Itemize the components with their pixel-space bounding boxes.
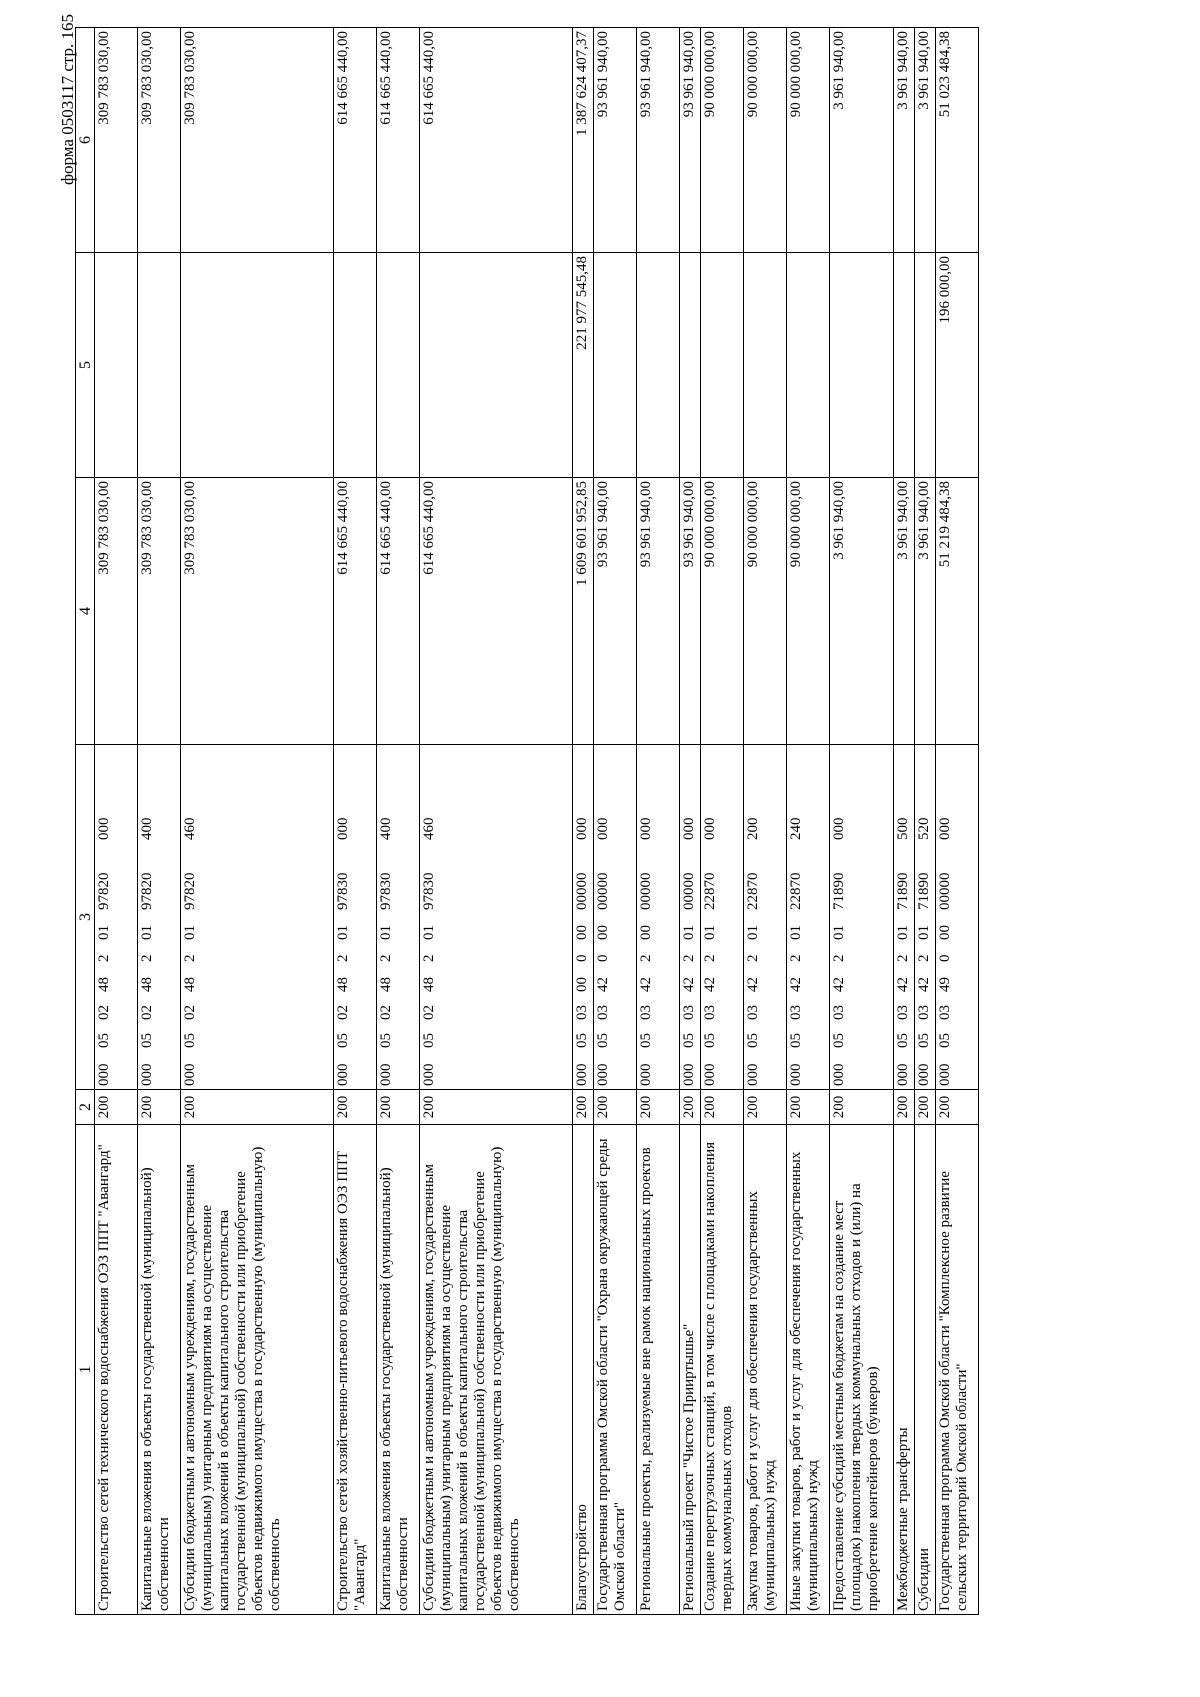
- budget-code-part: 01: [335, 925, 351, 940]
- row-name: Региональные проекты, реализуемые вне рамок национальных проектов: [637, 1125, 680, 1615]
- budget-code-part: 42: [681, 977, 697, 992]
- row-line-code: 200: [894, 1090, 915, 1125]
- row-budget-code: [637, 745, 680, 1090]
- budget-code-part: 01: [831, 925, 847, 940]
- budget-code-part: 2: [638, 954, 654, 962]
- row-unexecuted-amount: 309 783 030,00: [181, 28, 334, 253]
- budget-code-part: 05: [378, 1033, 394, 1048]
- row-line-code: 200: [420, 1090, 573, 1125]
- budget-code-part: 460: [421, 817, 437, 840]
- budget-code-part: 00000: [638, 872, 654, 910]
- row-executed-amount: [701, 253, 744, 478]
- row-line-code: 200: [680, 1090, 701, 1125]
- row-approved-amount: 90 000 000,00: [744, 478, 787, 745]
- row-executed-amount: [744, 253, 787, 478]
- budget-code-part: 05: [916, 1033, 932, 1048]
- row-unexecuted-amount: 309 783 030,00: [95, 28, 138, 253]
- budget-code-parts: [574, 748, 591, 1086]
- budget-code-part: 01: [139, 925, 155, 940]
- budget-code-part: 03: [681, 1005, 697, 1020]
- budget-code-part: 22870: [745, 872, 761, 910]
- row-line-code: 200: [830, 1090, 894, 1125]
- budget-code-part: 03: [895, 1005, 911, 1020]
- table-row: [594, 28, 637, 1615]
- budget-code-part: 000: [745, 1063, 761, 1086]
- budget-code-part: 05: [745, 1033, 761, 1048]
- row-executed-amount: [377, 253, 420, 478]
- row-budget-code: [894, 745, 915, 1090]
- budget-code-part: 2: [916, 954, 932, 962]
- budget-code-part: 02: [182, 1005, 198, 1020]
- budget-code-part: 05: [788, 1033, 804, 1048]
- budget-code-part: 00: [937, 925, 953, 940]
- budget-code-part: 2: [745, 954, 761, 962]
- budget-code-part: 000: [421, 1063, 437, 1086]
- budget-code-part: 42: [916, 977, 932, 992]
- budget-code-part: 0: [595, 954, 611, 962]
- table-row: [787, 28, 830, 1615]
- budget-code-part: 05: [139, 1033, 155, 1048]
- row-name: Межбюджетные трансферты: [894, 1125, 915, 1615]
- budget-code-part: 48: [421, 977, 437, 992]
- budget-code-part: 01: [788, 925, 804, 940]
- budget-code-part: 2: [335, 954, 351, 962]
- budget-code-part: 03: [745, 1005, 761, 1020]
- budget-code-part: 01: [378, 925, 394, 940]
- budget-code-part: 48: [378, 977, 394, 992]
- budget-code-part: 03: [595, 1005, 611, 1020]
- budget-code-part: 01: [681, 925, 697, 940]
- row-budget-code: [138, 745, 181, 1090]
- budget-code-part: 2: [831, 954, 847, 962]
- budget-code-part: 2: [788, 954, 804, 962]
- row-executed-amount: [894, 253, 915, 478]
- column-header-3: 3: [76, 745, 95, 1090]
- table-row: [680, 28, 701, 1615]
- budget-code-part: 05: [595, 1033, 611, 1048]
- budget-code-part: 400: [378, 817, 394, 840]
- row-budget-code: [830, 745, 894, 1090]
- table-row: [420, 28, 573, 1615]
- budget-code-parts: [916, 748, 933, 1086]
- budget-code-part: 000: [335, 1063, 351, 1086]
- budget-code-part: 000: [638, 1063, 654, 1086]
- row-name: Государственная программа Омской области "Комплексное развитие сельских территорий Омской области": [936, 1125, 979, 1615]
- budget-code-part: 000: [574, 1063, 590, 1086]
- row-budget-code: [936, 745, 979, 1090]
- budget-code-part: 42: [788, 977, 804, 992]
- budget-code-part: 01: [702, 925, 718, 940]
- row-line-code: 200: [787, 1090, 830, 1125]
- budget-code-part: 97820: [96, 872, 112, 910]
- table-row: [637, 28, 680, 1615]
- table-row: [701, 28, 744, 1615]
- row-budget-code: [377, 745, 420, 1090]
- row-approved-amount: 93 961 940,00: [637, 478, 680, 745]
- row-name: Иные закупки товаров, работ и услуг для обеспечения государственных (муниципальных) нужд: [787, 1125, 830, 1615]
- budget-code-part: 05: [702, 1033, 718, 1048]
- row-line-code: 200: [701, 1090, 744, 1125]
- row-unexecuted-amount: 93 961 940,00: [637, 28, 680, 253]
- budget-code-part: 000: [916, 1063, 932, 1086]
- budget-code-part: 03: [937, 1005, 953, 1020]
- budget-code-part: 000: [831, 1063, 847, 1086]
- budget-code-part: 00000: [595, 872, 611, 910]
- budget-code-parts: [335, 748, 352, 1086]
- budget-code-parts: [638, 748, 655, 1086]
- budget-code-part: 03: [831, 1005, 847, 1020]
- row-name: Строительство сетей технического водоснабжения ОЭЗ ППТ "Авангард": [95, 1125, 138, 1615]
- row-line-code: 200: [95, 1090, 138, 1125]
- budget-code-parts: [702, 748, 719, 1086]
- row-line-code: 200: [594, 1090, 637, 1125]
- budget-code-part: 200: [745, 817, 761, 840]
- row-approved-amount: 614 665 440,00: [334, 478, 377, 745]
- budget-code-part: 71890: [916, 872, 932, 910]
- budget-code-part: 01: [96, 925, 112, 940]
- row-unexecuted-amount: 90 000 000,00: [787, 28, 830, 253]
- budget-code-part: 03: [574, 1005, 590, 1020]
- budget-code-parts: [182, 748, 199, 1086]
- row-name: Предоставление субсидий местным бюджетам на создание мест (площадок) накопления твердых коммунальных отходов и (или) на приобретение контейнеров (бункеров): [830, 1125, 894, 1615]
- budget-code-part: 000: [788, 1063, 804, 1086]
- budget-code-part: 02: [139, 1005, 155, 1020]
- budget-code-part: 00: [574, 925, 590, 940]
- row-budget-code: [181, 745, 334, 1090]
- row-line-code: 200: [138, 1090, 181, 1125]
- budget-code-part: 03: [788, 1005, 804, 1020]
- budget-code-part: 000: [937, 817, 953, 840]
- row-unexecuted-amount: 3 961 940,00: [894, 28, 915, 253]
- budget-code-parts: [745, 748, 762, 1086]
- budget-code-part: 520: [916, 817, 932, 840]
- budget-code-part: 97820: [182, 872, 198, 910]
- budget-code-part: 000: [182, 1063, 198, 1086]
- row-unexecuted-amount: 93 961 940,00: [680, 28, 701, 253]
- row-approved-amount: 90 000 000,00: [701, 478, 744, 745]
- row-executed-amount: 221 977 545,48: [573, 253, 594, 478]
- budget-code-part: 42: [595, 977, 611, 992]
- row-budget-code: [594, 745, 637, 1090]
- budget-code-part: 05: [638, 1033, 654, 1048]
- row-unexecuted-amount: 93 961 940,00: [594, 28, 637, 253]
- row-executed-amount: [830, 253, 894, 478]
- row-approved-amount: 309 783 030,00: [138, 478, 181, 745]
- budget-code-part: 03: [916, 1005, 932, 1020]
- row-line-code: 200: [377, 1090, 420, 1125]
- budget-code-part: 2: [681, 954, 697, 962]
- budget-code-part: 400: [139, 817, 155, 840]
- row-executed-amount: [915, 253, 936, 478]
- row-approved-amount: 51 219 484,38: [936, 478, 979, 745]
- column-number-row: [76, 28, 95, 1615]
- row-budget-code: [701, 745, 744, 1090]
- budget-code-part: 000: [638, 817, 654, 840]
- row-executed-amount: [420, 253, 573, 478]
- budget-code-parts: [788, 748, 805, 1086]
- budget-code-part: 240: [788, 817, 804, 840]
- row-name: Строительство сетей хозяйственно-питьевого водоснабжения ОЭЗ ППТ "Авангард": [334, 1125, 377, 1615]
- column-header-5: 5: [76, 253, 95, 478]
- budget-code-part: 000: [895, 1063, 911, 1086]
- budget-code-part: 000: [378, 1063, 394, 1086]
- budget-code-part: 00: [638, 925, 654, 940]
- budget-code-part: 03: [702, 1005, 718, 1020]
- row-approved-amount: 614 665 440,00: [377, 478, 420, 745]
- budget-code-part: 01: [745, 925, 761, 940]
- column-header-4: 4: [76, 478, 95, 745]
- budget-code-part: 02: [335, 1005, 351, 1020]
- budget-code-part: 05: [574, 1033, 590, 1048]
- budget-code-part: 00: [595, 925, 611, 940]
- budget-code-part: 05: [335, 1033, 351, 1048]
- budget-code-part: 00000: [681, 872, 697, 910]
- table-row: [573, 28, 594, 1615]
- row-line-code: 200: [744, 1090, 787, 1125]
- budget-code-part: 42: [745, 977, 761, 992]
- budget-code-part: 71890: [831, 872, 847, 910]
- budget-code-part: 97830: [335, 872, 351, 910]
- row-approved-amount: 93 961 940,00: [594, 478, 637, 745]
- row-budget-code: [787, 745, 830, 1090]
- table-row: [744, 28, 787, 1615]
- budget-code-part: 97820: [139, 872, 155, 910]
- row-approved-amount: 614 665 440,00: [420, 478, 573, 745]
- table-row: [894, 28, 915, 1615]
- budget-code-parts: [937, 748, 954, 1086]
- row-name: Капитальные вложения в объекты государственной (муниципальной) собственности: [377, 1125, 420, 1615]
- row-executed-amount: [138, 253, 181, 478]
- budget-code-part: 2: [139, 954, 155, 962]
- row-executed-amount: 196 000,00: [936, 253, 979, 478]
- row-approved-amount: 93 961 940,00: [680, 478, 701, 745]
- budget-code-part: 00000: [937, 872, 953, 910]
- budget-code-part: 2: [421, 954, 437, 962]
- budget-code-part: 000: [96, 1063, 112, 1086]
- column-header-6: 6: [76, 28, 95, 253]
- budget-code-part: 000: [681, 817, 697, 840]
- budget-code-part: 000: [595, 1063, 611, 1086]
- budget-code-part: 000: [681, 1063, 697, 1086]
- row-unexecuted-amount: 90 000 000,00: [701, 28, 744, 253]
- budget-code-part: 2: [378, 954, 394, 962]
- budget-code-part: 05: [895, 1033, 911, 1048]
- table-row: [334, 28, 377, 1615]
- budget-code-part: 42: [702, 977, 718, 992]
- row-executed-amount: [680, 253, 701, 478]
- budget-code-part: 48: [139, 977, 155, 992]
- row-budget-code: [95, 745, 138, 1090]
- row-name: Субсидии бюджетным и автономным учреждениям, государственным (муниципальным) унитарным предприятиям на осуществление капитальных вложений в объекты капитального строительства государственной (муниципальной) собственности или приобретение объектов недвижимого имущества в государственную (муниципальную) собственность: [181, 1125, 334, 1615]
- row-executed-amount: [594, 253, 637, 478]
- budget-code-parts: [681, 748, 698, 1086]
- row-line-code: 200: [637, 1090, 680, 1125]
- budget-code-part: 05: [182, 1033, 198, 1048]
- row-unexecuted-amount: 614 665 440,00: [420, 28, 573, 253]
- table-row: [830, 28, 894, 1615]
- budget-code-part: 05: [421, 1033, 437, 1048]
- row-unexecuted-amount: 51 023 484,38: [936, 28, 979, 253]
- budget-code-part: 02: [96, 1005, 112, 1020]
- budget-code-parts: [831, 748, 848, 1086]
- row-executed-amount: [95, 253, 138, 478]
- row-budget-code: [573, 745, 594, 1090]
- row-approved-amount: 3 961 940,00: [830, 478, 894, 745]
- row-unexecuted-amount: 3 961 940,00: [915, 28, 936, 253]
- budget-code-part: 01: [916, 925, 932, 940]
- row-executed-amount: [637, 253, 680, 478]
- form-label: форма 0503117 стр. 165: [58, 14, 77, 185]
- budget-code-part: 48: [335, 977, 351, 992]
- row-name: Закупка товаров, работ и услуг для обеспечения государственных (муниципальных) нужд: [744, 1125, 787, 1615]
- row-unexecuted-amount: 614 665 440,00: [377, 28, 420, 253]
- row-approved-amount: 309 783 030,00: [95, 478, 138, 745]
- row-budget-code: [915, 745, 936, 1090]
- budget-code-part: 71890: [895, 872, 911, 910]
- budget-code-part: 000: [96, 817, 112, 840]
- budget-code-parts: [595, 748, 612, 1086]
- budget-code-part: 02: [378, 1005, 394, 1020]
- budget-code-part: 22870: [788, 872, 804, 910]
- table-row: [377, 28, 420, 1615]
- column-header-1: 1: [76, 1125, 95, 1615]
- row-unexecuted-amount: 309 783 030,00: [138, 28, 181, 253]
- budget-code-part: 97830: [421, 872, 437, 910]
- budget-code-part: 00: [574, 977, 590, 992]
- row-name: Региональный проект "Чистое Прииртышье": [680, 1125, 701, 1615]
- row-line-code: 200: [334, 1090, 377, 1125]
- budget-code-part: 42: [895, 977, 911, 992]
- row-name: Субсидии бюджетным и автономным учреждениям, государственным (муниципальным) унитарным предприятиям на осуществление капитальных вложений в объекты капитального строительства государственной (муниципальной) собственности или приобретение объектов недвижимого имущества в государственную (муниципальную) собственность: [420, 1125, 573, 1615]
- row-budget-code: [420, 745, 573, 1090]
- budget-code-parts: [895, 748, 912, 1086]
- row-approved-amount: 3 961 940,00: [894, 478, 915, 745]
- row-name: Создание перегрузочных станций, в том числе с площадками накопления твердых коммунальных отходов: [701, 1125, 744, 1615]
- budget-code-part: 05: [831, 1033, 847, 1048]
- budget-code-part: 000: [574, 817, 590, 840]
- budget-code-part: 000: [335, 817, 351, 840]
- budget-code-part: 000: [595, 817, 611, 840]
- budget-code-part: 2: [895, 954, 911, 962]
- row-unexecuted-amount: 614 665 440,00: [334, 28, 377, 253]
- budget-code-part: 000: [702, 1063, 718, 1086]
- row-approved-amount: 309 783 030,00: [181, 478, 334, 745]
- budget-code-part: 0: [574, 954, 590, 962]
- column-header-2: 2: [76, 1090, 95, 1125]
- table-row: [936, 28, 979, 1615]
- budget-code-part: 000: [702, 817, 718, 840]
- table-row: [181, 28, 334, 1615]
- row-line-code: 200: [573, 1090, 594, 1125]
- row-approved-amount: 3 961 940,00: [915, 478, 936, 745]
- row-approved-amount: 90 000 000,00: [787, 478, 830, 745]
- row-budget-code: [680, 745, 701, 1090]
- budget-code-part: 05: [681, 1033, 697, 1048]
- row-budget-code: [334, 745, 377, 1090]
- row-name: Субсидии: [915, 1125, 936, 1615]
- row-name: Государственная программа Омской области "Охрана окружающей среды Омской области": [594, 1125, 637, 1615]
- budget-code-part: 49: [937, 977, 953, 992]
- row-approved-amount: 1 609 601 952,85: [573, 478, 594, 745]
- row-budget-code: [744, 745, 787, 1090]
- budget-report-table: [75, 27, 979, 1615]
- budget-code-part: 000: [937, 1063, 953, 1086]
- row-unexecuted-amount: 3 961 940,00: [830, 28, 894, 253]
- budget-code-part: 42: [831, 977, 847, 992]
- row-executed-amount: [334, 253, 377, 478]
- budget-code-part: 48: [96, 977, 112, 992]
- budget-code-part: 01: [895, 925, 911, 940]
- row-name: Благоустройство: [573, 1125, 594, 1615]
- budget-code-part: 01: [421, 925, 437, 940]
- budget-code-part: 42: [638, 977, 654, 992]
- budget-code-part: 05: [96, 1033, 112, 1048]
- budget-code-part: 01: [182, 925, 198, 940]
- budget-code-parts: [378, 748, 395, 1086]
- row-line-code: 200: [936, 1090, 979, 1125]
- row-line-code: 200: [181, 1090, 334, 1125]
- budget-code-part: 000: [139, 1063, 155, 1086]
- budget-code-part: 05: [937, 1033, 953, 1048]
- budget-code-part: 00000: [574, 872, 590, 910]
- table-row: [95, 28, 138, 1615]
- budget-code-part: 97830: [378, 872, 394, 910]
- row-unexecuted-amount: 1 387 624 407,37: [573, 28, 594, 253]
- budget-code-part: 2: [702, 954, 718, 962]
- budget-code-part: 2: [182, 954, 198, 962]
- budget-code-part: 000: [831, 817, 847, 840]
- budget-code-part: 02: [421, 1005, 437, 1020]
- budget-code-parts: [421, 748, 438, 1086]
- table-row: [138, 28, 181, 1615]
- budget-code-part: 500: [895, 817, 911, 840]
- row-name: Капитальные вложения в объекты государственной (муниципальной) собственности: [138, 1125, 181, 1615]
- budget-code-part: 0: [937, 954, 953, 962]
- table-body: [76, 28, 979, 1615]
- budget-code-part: 22870: [702, 872, 718, 910]
- budget-code-part: 460: [182, 817, 198, 840]
- row-unexecuted-amount: 90 000 000,00: [744, 28, 787, 253]
- table-row: [915, 28, 936, 1615]
- row-executed-amount: [181, 253, 334, 478]
- budget-code-part: 48: [182, 977, 198, 992]
- row-executed-amount: [787, 253, 830, 478]
- budget-code-parts: [139, 748, 156, 1086]
- row-line-code: 200: [915, 1090, 936, 1125]
- budget-code-parts: [96, 748, 113, 1086]
- budget-code-part: 03: [638, 1005, 654, 1020]
- budget-code-part: 2: [96, 954, 112, 962]
